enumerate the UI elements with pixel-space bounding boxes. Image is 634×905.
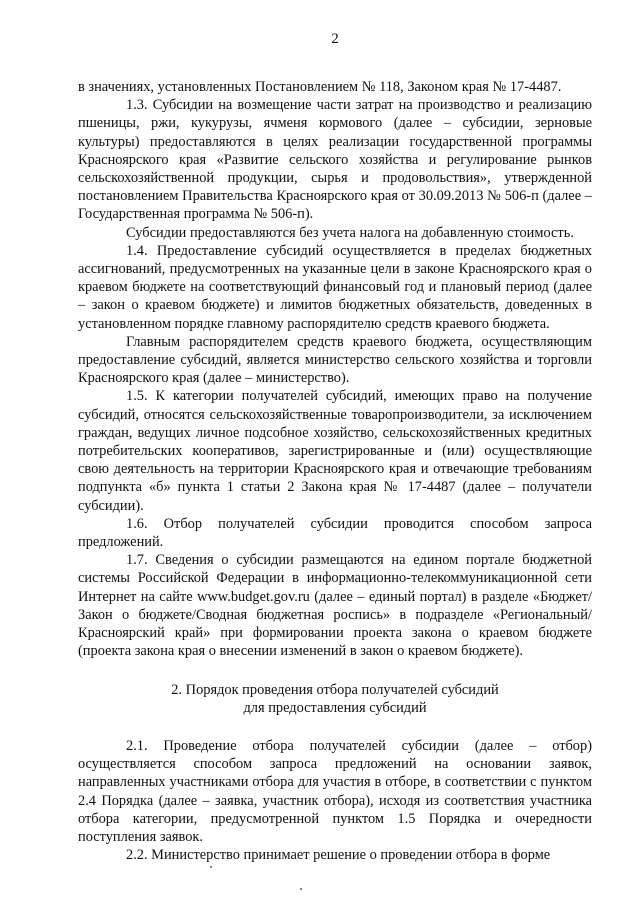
section-title-line: для предоставления субсидий: [243, 699, 427, 716]
paragraph: Субсидии предоставляются без учета налога на добавленную стоимость.: [126, 224, 574, 241]
paragraph: 2.2. Министерство принимает решение о проведении отбора в форме: [126, 847, 551, 864]
paragraph: 1.6. Отбор получателей субсидии проводится способом запроса предложений.: [78, 515, 592, 551]
scan-speck: [210, 866, 212, 868]
page-number: 2: [331, 31, 339, 47]
section-title-line: 2. Порядок проведения отбора получателей субсидий: [171, 681, 499, 698]
document-body-bottom: [78, 737, 592, 864]
paragraph: 1.7. Сведения о субсидии размещаются на едином портале бюджетной системы Российской Федерации в информационно-телекоммуникационной сети Интернет на сайте www.budget.gov.ru (далее – единый портал) в разделе «Бюджет/Закон о бюджете/Сводная бюджетная роспись» в подразделе «Региональный/Красноярский край» при формировании проекта закона о краевом бюджете (проекта закона края о внесении изменений в закон о краевом бюджете).: [78, 552, 592, 660]
document-body-top: [78, 78, 592, 661]
paragraph: Главным распорядителем средств краевого бюджета, осуществляющим предоставление субсидий, является министерство сельского хозяйства и торговли Красноярского края (далее – министерство).: [78, 333, 592, 387]
section-title: [78, 681, 592, 717]
paragraph: в значениях, установленных Постановлением № 118, Законом края № 17-4487.: [78, 79, 562, 95]
paragraph: 1.4. Предоставление субсидий осуществляется в пределах бюджетных ассигнований, предусмотренных на указанные цели в законе Красноярского края о краевом бюджете на соответствующий финансовый год и плановый период (далее – закон о краевом бюджете) и лимитов бюджетных обязательств, доведенных в установленном порядке главному распорядителю средств краевого бюджета.: [78, 242, 592, 332]
paragraph: 2.1. Проведение отбора получателей субсидии (далее – отбор) осуществляется способом запроса предложений на основании заявок, направленных участниками отбора для участия в отборе, в соответствии с пунктом 2.4 Порядка (далее – заявка, участник отбора), исходя из соответствия участника отбора категории, предусмотренной пунктом 1.5 Порядка и очередности поступления заявок.: [78, 737, 592, 845]
paragraph: 1.3. Субсидии на возмещение части затрат на производство и реализацию пшеницы, ржи, кукурузы, ячменя кормового (далее – субсидии, зерновые культуры) предоставляются в целях реализации государственной программы Красноярского края «Развитие сельского хозяйства и регулирование рынков сельскохозяйственной продукции, сырья и продовольствия», утвержденной постановлением Правительства Красноярского края от 30.09.2013 № 506-п (далее – Государственная программа № 506-п).: [78, 97, 592, 223]
paragraph: 1.5. К категории получателей субсидий, имеющих право на получение субсидий, относятся сельскохозяйственные товаропроизводители, за исключением граждан, ведущих личное подсобное хозяйство, сельскохозяйственных кредитных потребительских кооперативов, зарегистрированные и (или) осуществляющие свою деятельность на территории Красноярского края и отвечающие требованиям подпункта «б» пункта 1 статьи 2 Закона края № 17-4487 (далее – получатели субсидии).: [78, 388, 592, 514]
scan-speck: [300, 888, 302, 890]
